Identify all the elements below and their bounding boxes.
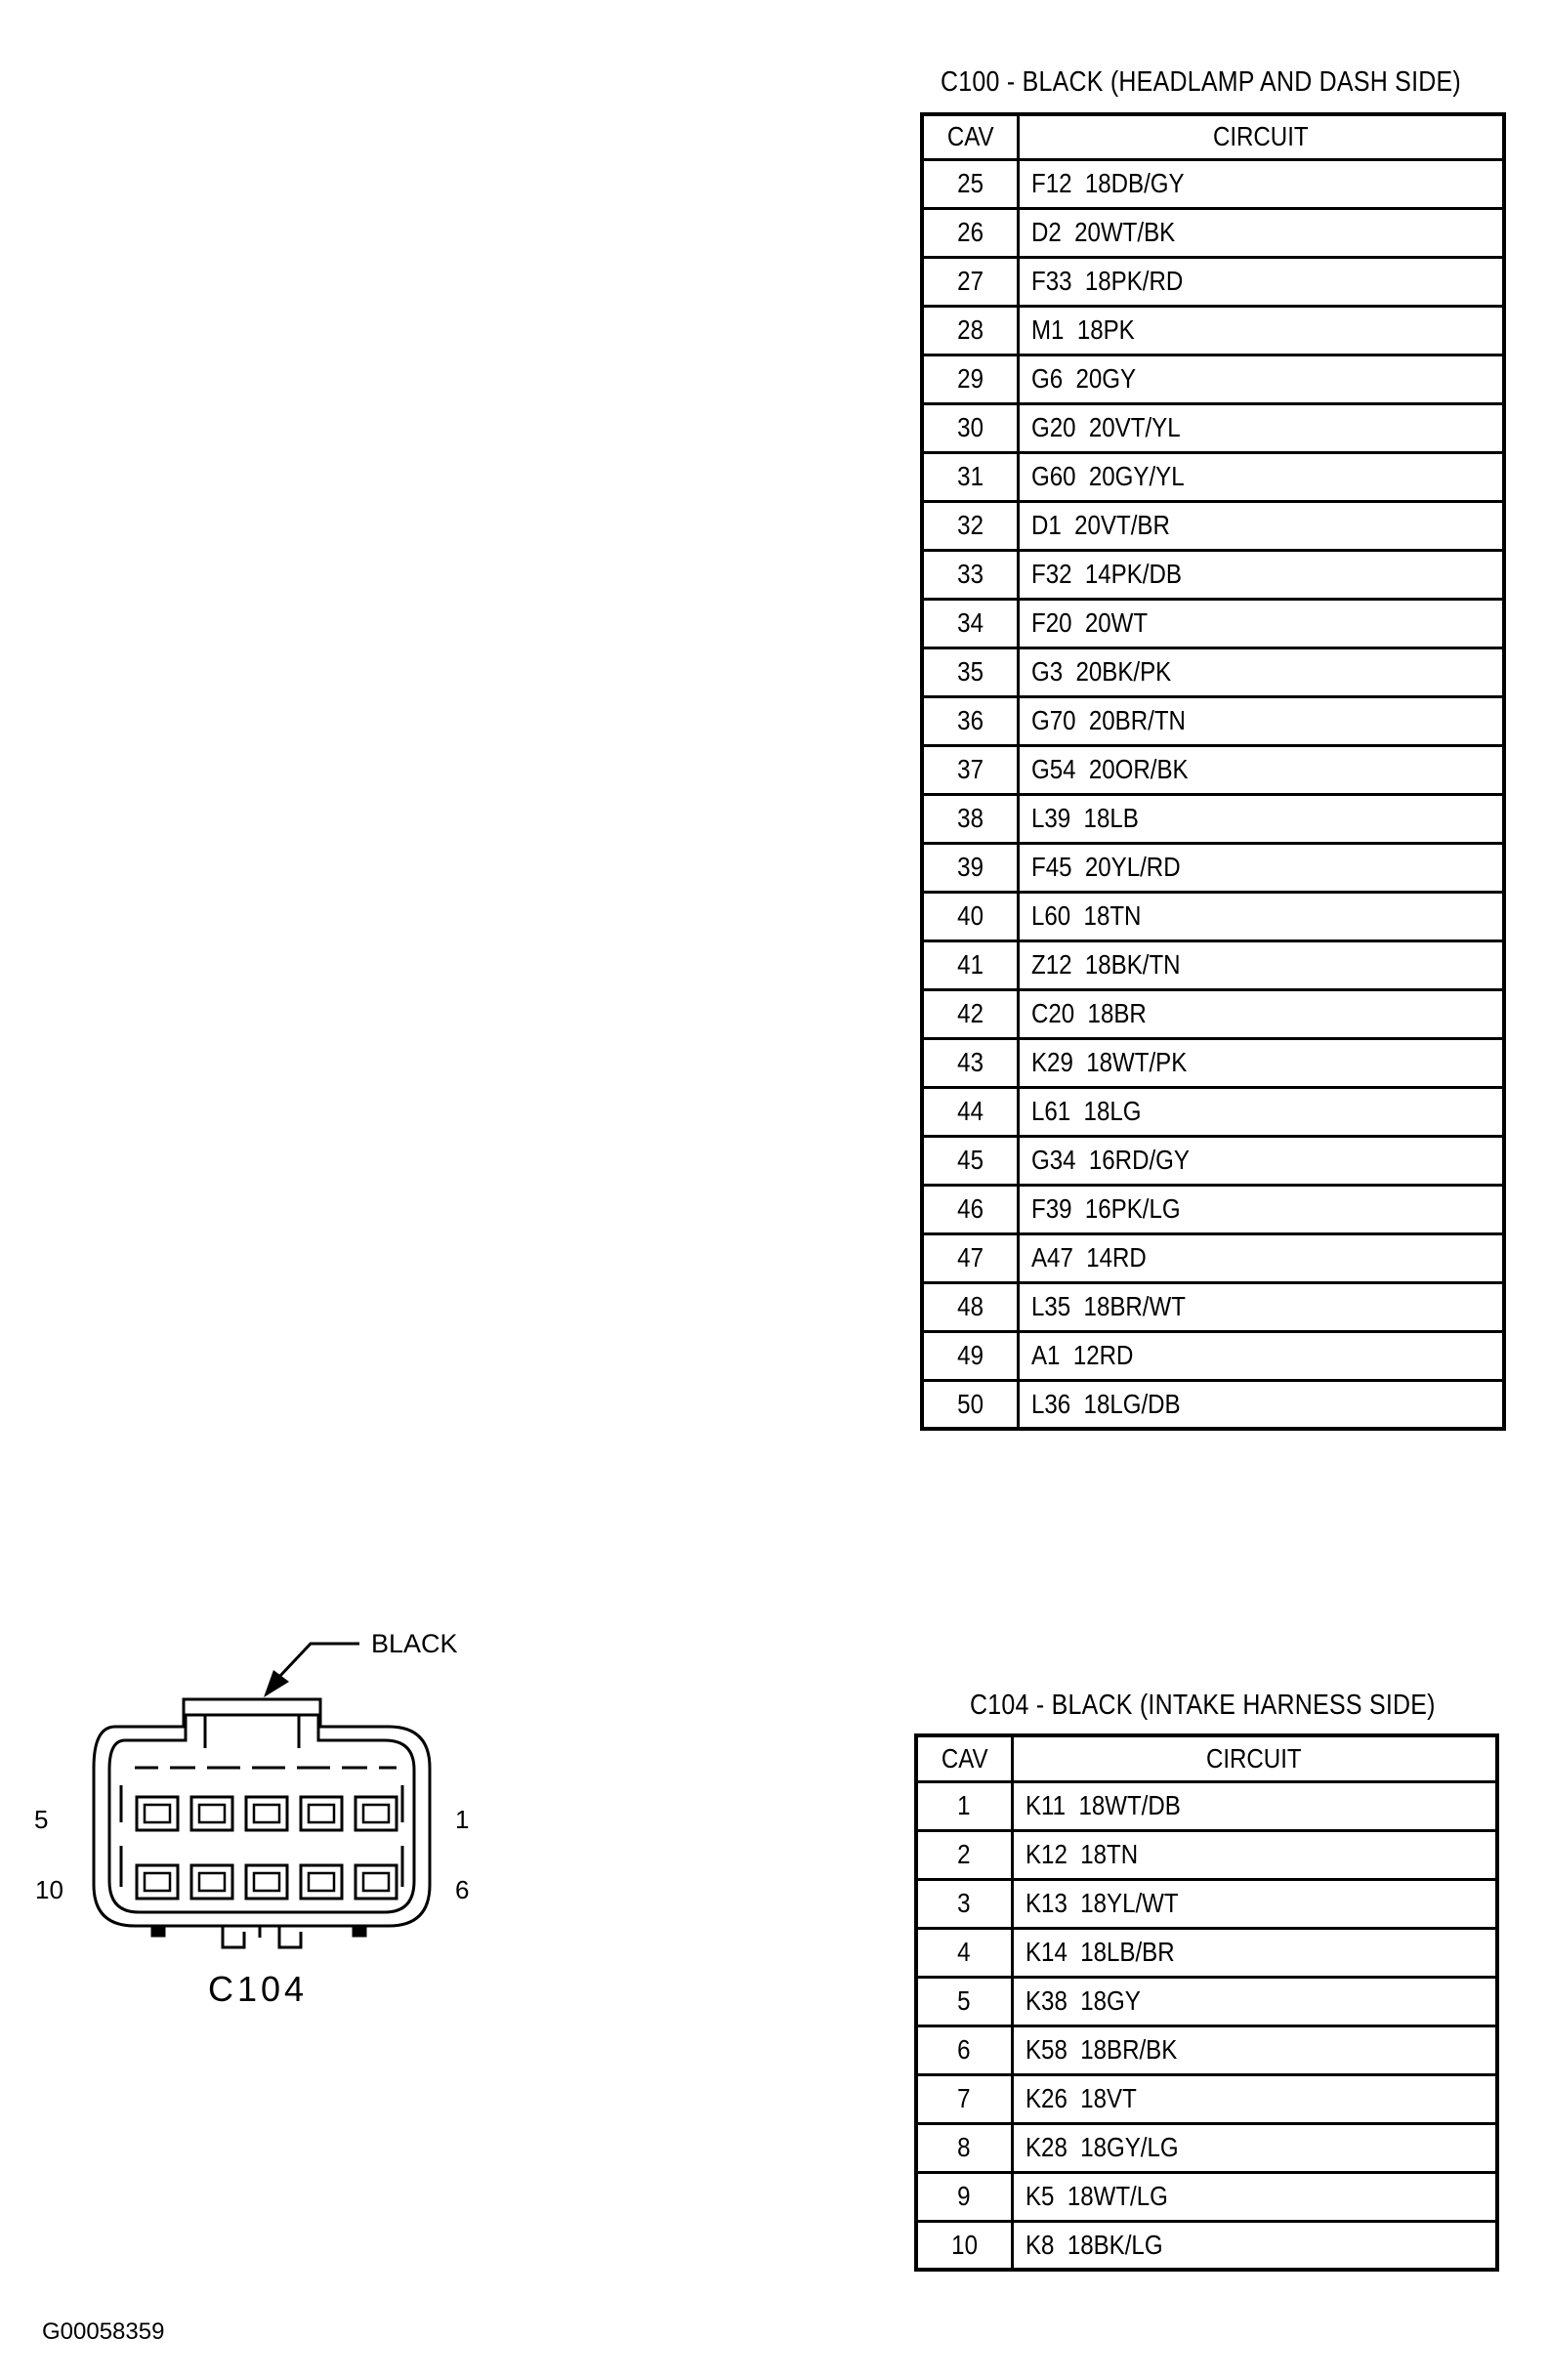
cav-number-cell: 39	[922, 843, 1018, 892]
circuit-cell: M1 18PK	[1018, 306, 1504, 355]
circuit-cell: K26 18VT	[1012, 2074, 1497, 2123]
cav-number-cell: 9	[916, 2172, 1012, 2221]
circuit-cell: Z12 18BK/TN	[1018, 940, 1504, 989]
circuit-cell: K13 18YL/WT	[1012, 1879, 1497, 1928]
cav-number-cell: 40	[922, 892, 1018, 940]
circuit-cell: F20 20WT	[1018, 599, 1504, 647]
circuit-cell: K58 18BR/BK	[1012, 2025, 1497, 2074]
cav-number-cell: 47	[922, 1233, 1018, 1282]
pin-label-top-right: 1	[455, 1805, 470, 1834]
circuit-cell: G34 16RD/GY	[1018, 1136, 1504, 1185]
cav-number-cell: 8	[916, 2123, 1012, 2172]
connector-cavity	[356, 1797, 397, 1830]
circuit-cell: G54 20OR/BK	[1018, 745, 1504, 794]
circuit-cell: A1 12RD	[1018, 1331, 1504, 1380]
circuit-cell: L39 18LB	[1018, 794, 1504, 843]
cav-number-cell: 42	[922, 989, 1018, 1038]
cav-number-cell: 30	[922, 403, 1018, 452]
connector-cavity-terminal	[199, 1873, 225, 1891]
circuit-cell: L36 18LG/DB	[1018, 1380, 1504, 1429]
circuit-cell: F32 14PK/DB	[1018, 550, 1504, 599]
circuit-cell: F45 20YL/RD	[1018, 843, 1504, 892]
circuit-cell: K38 18GY	[1012, 1977, 1497, 2025]
circuit-cell: L35 18BR/WT	[1018, 1282, 1504, 1331]
cav-number-cell: 45	[922, 1136, 1018, 1185]
c104-header-circuit: CIRCUIT	[1012, 1735, 1497, 1781]
cav-number-cell: 50	[922, 1380, 1018, 1429]
cav-number-cell: 5	[916, 1977, 1012, 2025]
connector-cavity	[191, 1865, 232, 1899]
circuit-cell: D2 20WT/BK	[1018, 208, 1504, 257]
cav-number-cell: 34	[922, 599, 1018, 647]
cav-number-cell: 2	[916, 1830, 1012, 1879]
connector-cavity	[137, 1865, 178, 1899]
connector-cavity	[137, 1797, 178, 1830]
cav-number-cell: 4	[916, 1928, 1012, 1977]
circuit-cell: G60 20GY/YL	[1018, 452, 1504, 501]
c104-table-title: C104 - BLACK (INTAKE HARNESS SIDE)	[970, 1690, 1436, 1721]
figure-id: G00058359	[42, 2318, 165, 2345]
cav-number-cell: 36	[922, 696, 1018, 745]
connector-cavity-terminal	[309, 1873, 334, 1891]
circuit-cell: G70 20BR/TN	[1018, 696, 1504, 745]
circuit-cell: D1 20VT/BR	[1018, 501, 1504, 550]
cav-number-cell: 41	[922, 940, 1018, 989]
cav-number-cell: 46	[922, 1185, 1018, 1233]
c100-header-circuit: CIRCUIT	[1018, 114, 1504, 159]
c104-header-cav: CAV	[916, 1735, 1012, 1781]
black-leader-arrow	[264, 1644, 359, 1697]
cav-number-cell: 3	[916, 1879, 1012, 1928]
connector-cavity-terminal	[363, 1805, 389, 1822]
connector-cavity	[356, 1865, 397, 1899]
cav-number-cell: 10	[916, 2221, 1012, 2270]
cav-number-cell: 35	[922, 647, 1018, 696]
circuit-cell: G20 20VT/YL	[1018, 403, 1504, 452]
circuit-cell: K11 18WT/DB	[1012, 1781, 1497, 1830]
connector-cavity-terminal	[254, 1805, 279, 1822]
circuit-cell: K28 18GY/LG	[1012, 2123, 1497, 2172]
circuit-cell: L60 18TN	[1018, 892, 1504, 940]
circuit-cell: L61 18LG	[1018, 1087, 1504, 1136]
connector-color-label: BLACK	[371, 1629, 458, 1658]
circuit-cell: C20 18BR	[1018, 989, 1504, 1038]
cav-number-cell: 6	[916, 2025, 1012, 2074]
cav-number-cell: 1	[916, 1781, 1012, 1830]
circuit-cell: G3 20BK/PK	[1018, 647, 1504, 696]
cav-number-cell: 49	[922, 1331, 1018, 1380]
pin-label-bottom-left: 10	[35, 1875, 63, 1904]
connector-cavity	[246, 1797, 287, 1830]
pin-label-top-left: 5	[34, 1805, 49, 1834]
circuit-cell: F39 16PK/LG	[1018, 1185, 1504, 1233]
cav-number-cell: 43	[922, 1038, 1018, 1087]
connector-cavity-terminal	[199, 1805, 225, 1822]
circuit-cell: K5 18WT/LG	[1012, 2172, 1497, 2221]
connector-cavity-terminal	[145, 1873, 170, 1891]
circuit-cell: K29 18WT/PK	[1018, 1038, 1504, 1087]
connector-side-rails	[121, 1785, 402, 1887]
cav-number-cell: 29	[922, 355, 1018, 403]
cav-number-cell: 48	[922, 1282, 1018, 1331]
cav-number-cell: 26	[922, 208, 1018, 257]
connector-cavity	[301, 1865, 342, 1899]
circuit-cell: F12 18DB/GY	[1018, 159, 1504, 208]
circuit-cell: G6 20GY	[1018, 355, 1504, 403]
cav-number-cell: 38	[922, 794, 1018, 843]
connector-cavity-terminal	[254, 1873, 279, 1891]
connector-cavity	[191, 1797, 232, 1830]
connector-name-label: C104	[208, 1969, 309, 2009]
cav-number-cell: 28	[922, 306, 1018, 355]
cav-number-cell: 31	[922, 452, 1018, 501]
cav-number-cell: 44	[922, 1087, 1018, 1136]
c100-table-title: C100 - BLACK (HEADLAMP AND DASH SIDE)	[941, 66, 1461, 98]
circuit-cell: K14 18LB/BR	[1012, 1928, 1497, 1977]
c100-header-cav: CAV	[922, 114, 1018, 159]
connector-cavity	[246, 1865, 287, 1899]
circuit-cell: K8 18BK/LG	[1012, 2221, 1497, 2270]
cav-number-cell: 27	[922, 257, 1018, 306]
cav-number-cell: 25	[922, 159, 1018, 208]
connector-cavity-terminal	[145, 1805, 170, 1822]
cav-number-cell: 7	[916, 2074, 1012, 2123]
circuit-cell: F33 18PK/RD	[1018, 257, 1504, 306]
pin-label-bottom-right: 6	[455, 1875, 470, 1904]
cav-number-cell: 33	[922, 550, 1018, 599]
circuit-cell: A47 14RD	[1018, 1233, 1504, 1282]
connector-cavity-terminal	[363, 1873, 389, 1891]
connector-cavity	[301, 1797, 342, 1830]
cav-number-cell: 37	[922, 745, 1018, 794]
cav-number-cell: 32	[922, 501, 1018, 550]
connector-cavities	[137, 1797, 397, 1899]
circuit-cell: K12 18TN	[1012, 1830, 1497, 1879]
connector-cavity-terminal	[309, 1805, 334, 1822]
